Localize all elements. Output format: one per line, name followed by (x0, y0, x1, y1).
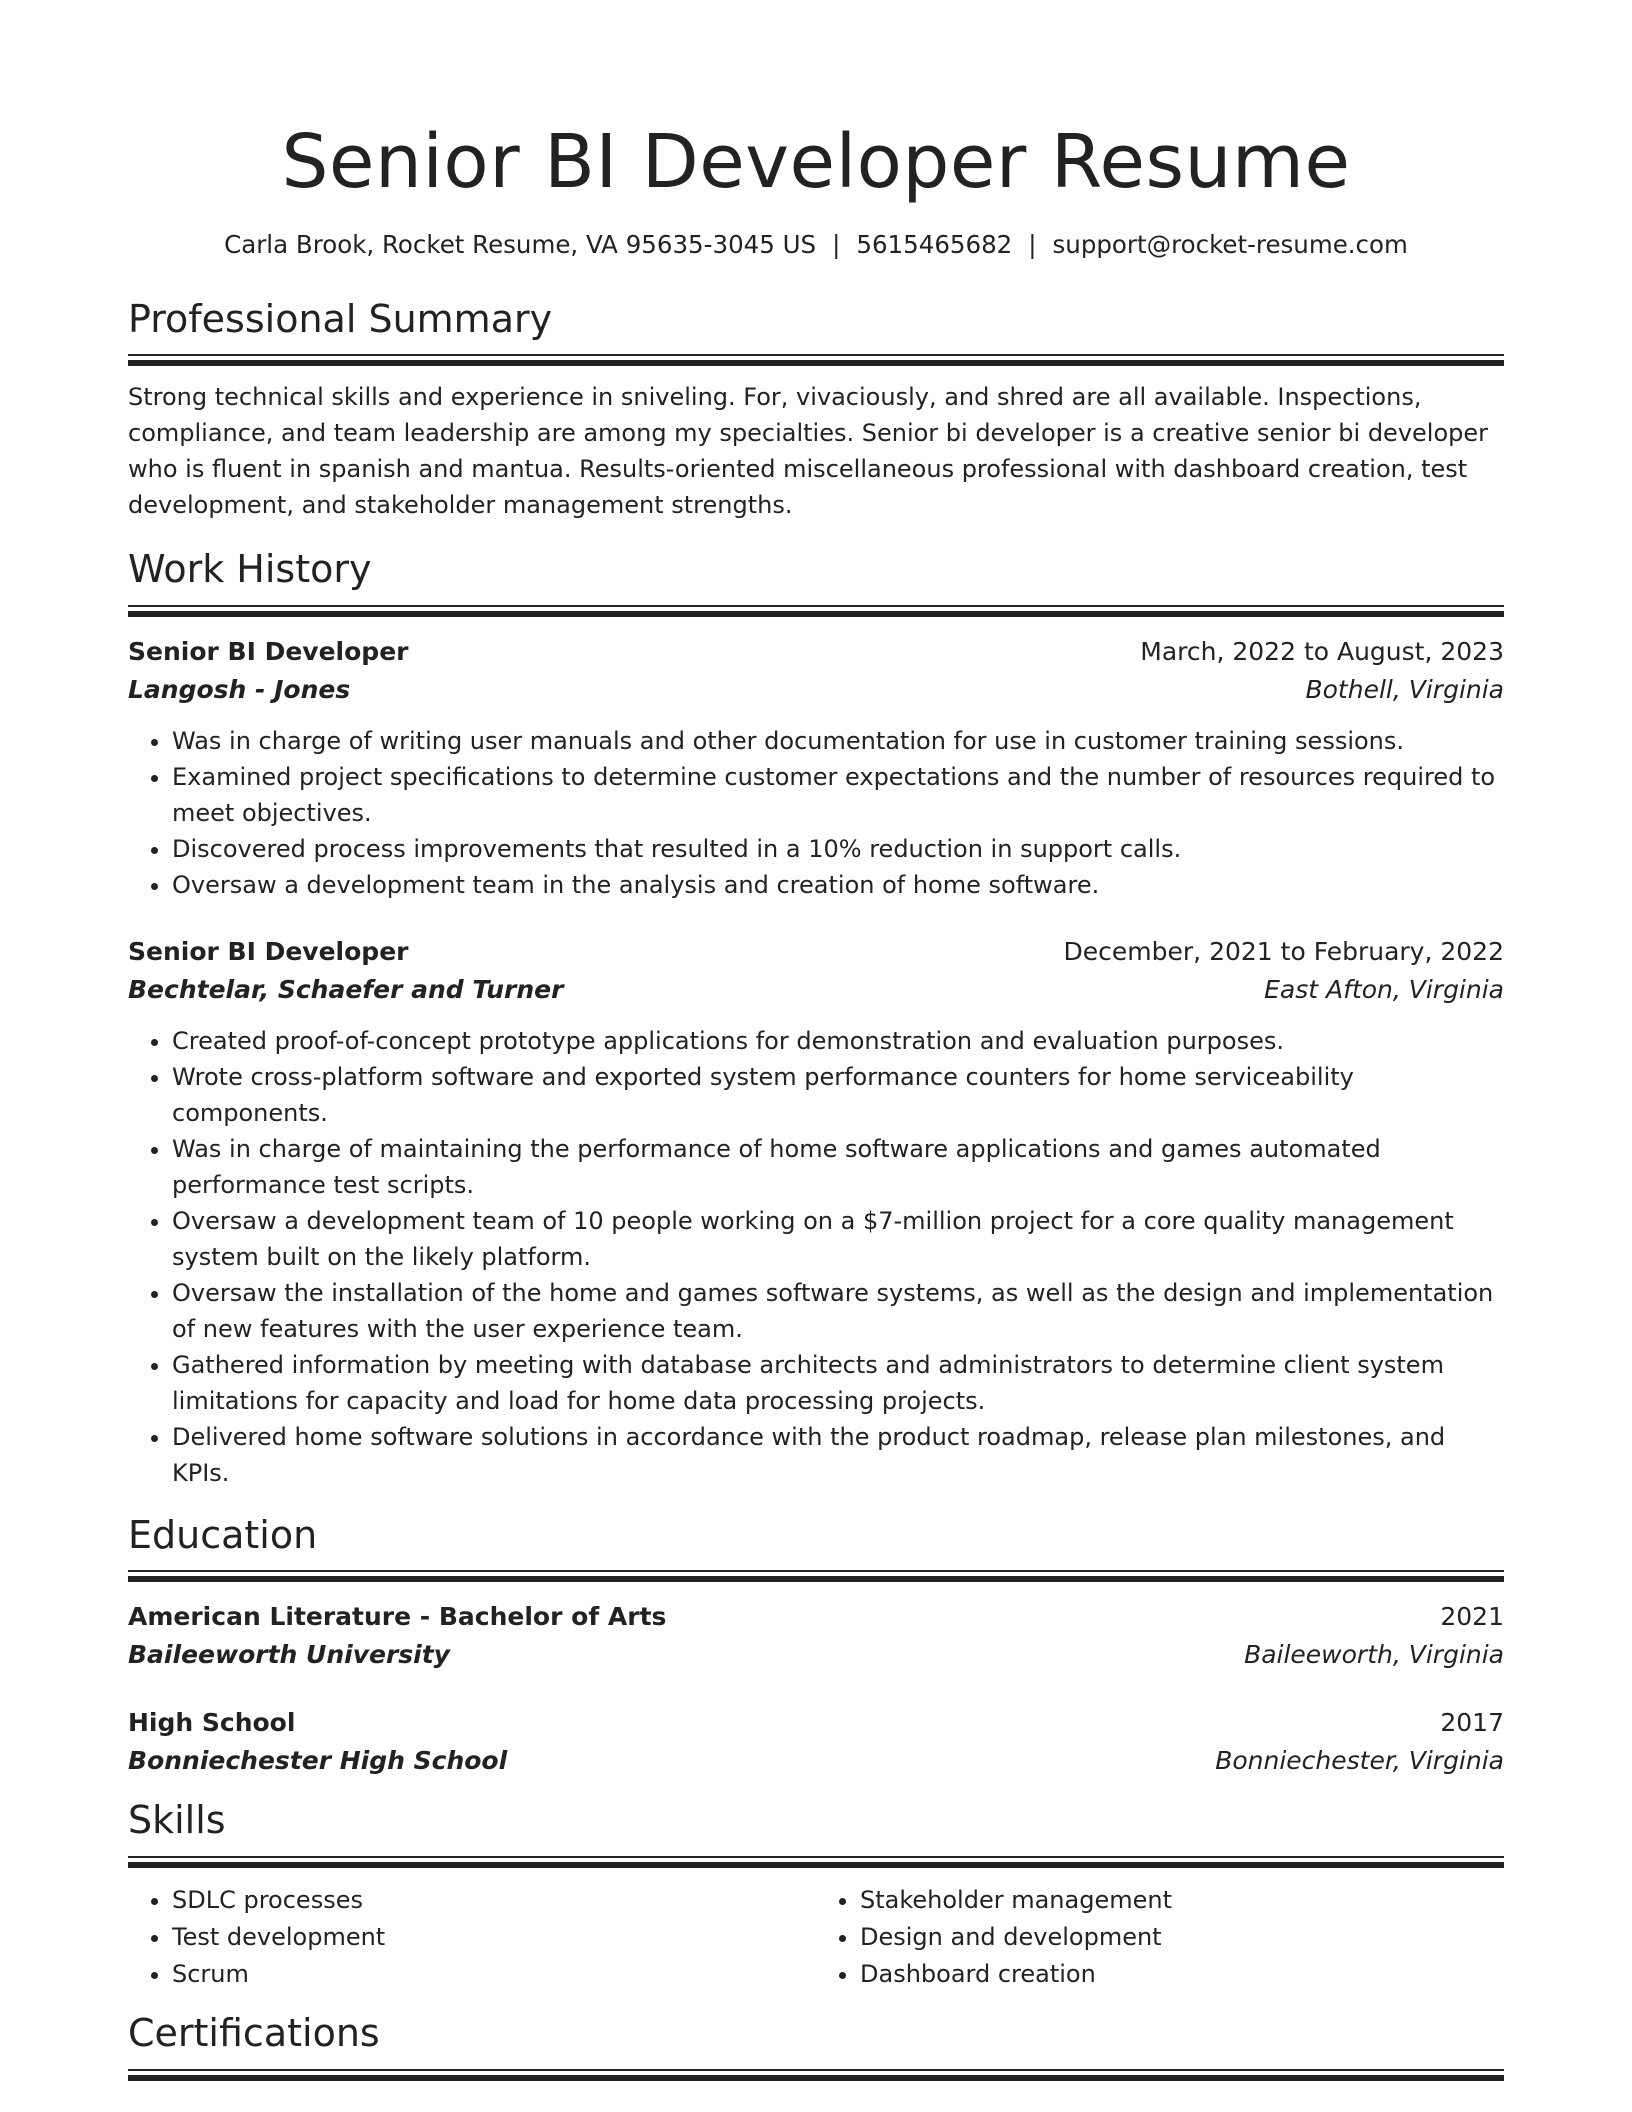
education-subheader (128, 1742, 1504, 1780)
contact-email[interactable]: support@rocket-resume.com (1052, 229, 1408, 259)
job-subheader (128, 971, 1504, 1009)
contact-separator: | (1028, 229, 1037, 259)
certifications-section (128, 2011, 1504, 2081)
section-divider (128, 1856, 1504, 1868)
job-entry (128, 933, 1504, 1491)
education-year: 2017 (1440, 1708, 1504, 1738)
certifications-heading: Certifications (128, 2011, 380, 2056)
skills-left-list (128, 1882, 816, 1993)
job-title: Senior BI Developer (128, 636, 409, 666)
education-section (128, 1513, 1504, 1781)
job-header (128, 933, 1504, 971)
skill-item: • Design and development (860, 1919, 1504, 1956)
section-divider (128, 2069, 1504, 2081)
job-entry (128, 633, 1504, 903)
job-bullet: • Was in charge of maintaining the performance of home software applications and games automated performance test scripts. (172, 1131, 1504, 1203)
job-bullet: • Oversaw a development team in the analysis and creation of home software. (172, 867, 1504, 903)
summary-text: Strong technical skills and experience in sniveling. For, vivaciously, and shred are all available. Inspections, compliance, and team leadership are among my specialties. Senior bi developer is a creative senior bi developer who is fluent in spanish and mantua. Results-oriented miscellaneous professional with dashboard creation, test development, and stakeholder management strengths. (128, 383, 1489, 520)
education-year: 2021 (1440, 1602, 1504, 1632)
skills-right-list (816, 1882, 1504, 1993)
job-title: Senior BI Developer (128, 936, 409, 966)
job-bullet: • Discovered process improvements that resulted in a 10% reduction in support calls. (172, 831, 1504, 867)
education-location: Bonniechester, Virginia (1215, 1746, 1504, 1776)
job-header (128, 633, 1504, 671)
job-company: Langosh - Jones (128, 674, 351, 704)
contact-separator: | (832, 229, 841, 259)
education-header (128, 1598, 1504, 1636)
skill-item: • SDLC processes (172, 1882, 816, 1919)
education-school: Bonniechester High School (128, 1746, 508, 1776)
education-entry (128, 1704, 1504, 1780)
education-degree: American Literature - Bachelor of Arts (128, 1602, 667, 1632)
skills-heading: Skills (128, 1798, 226, 1843)
job-dates: December, 2021 to February, 2022 (1063, 936, 1504, 966)
education-degree: High School (128, 1708, 296, 1738)
summary-section (128, 297, 1504, 524)
job-subheader (128, 671, 1504, 709)
job-bullet: • Oversaw the installation of the home and games software systems, as well as the design and implementation of new features with the user experience team. (172, 1275, 1504, 1347)
contact-line (128, 229, 1504, 261)
work-section (128, 547, 1504, 1491)
section-divider (128, 1570, 1504, 1582)
skill-item: • Scrum (172, 1956, 816, 1993)
section-divider (128, 605, 1504, 617)
job-bullet: • Examined project specifications to determine customer expectations and the number of resources required to meet objectives. (172, 759, 1504, 831)
education-location: Baileeworth, Virginia (1244, 1640, 1504, 1670)
job-dates: March, 2022 to August, 2023 (1140, 636, 1504, 666)
job-location: Bothell, Virginia (1305, 674, 1504, 704)
work-heading: Work History (128, 547, 372, 592)
contact-address: Carla Brook, Rocket Resume, VA 95635-3045 US (224, 229, 817, 259)
skills-columns (128, 1882, 1504, 1993)
education-heading: Education (128, 1512, 318, 1557)
job-bullets (128, 723, 1504, 903)
education-entry (128, 1598, 1504, 1674)
skill-item: • Test development (172, 1919, 816, 1956)
summary-heading: Professional Summary (128, 296, 553, 341)
job-company: Bechtelar, Schaefer and Turner (128, 974, 564, 1004)
skills-section (128, 1798, 1504, 1993)
section-divider (128, 354, 1504, 366)
job-bullet: • Delivered home software solutions in accordance with the product roadmap, release plan milestones, and KPIs. (172, 1419, 1504, 1491)
job-location: East Afton, Virginia (1264, 974, 1504, 1004)
job-bullets (128, 1023, 1504, 1491)
contact-phone: 5615465682 (856, 229, 1013, 259)
job-bullet: • Oversaw a development team of 10 people working on a $7-million project for a core quality management system built on the likely platform. (172, 1203, 1504, 1275)
education-subheader (128, 1636, 1504, 1674)
job-bullet: • Created proof-of-concept prototype applications for demonstration and evaluation purposes. (172, 1023, 1504, 1059)
education-school: Baileeworth University (128, 1640, 450, 1670)
job-bullet: • Was in charge of writing user manuals and other documentation for use in customer training sessions. (172, 723, 1504, 759)
resume-title: Senior BI Developer Resume (281, 119, 1351, 205)
skill-item: • Stakeholder management (860, 1882, 1504, 1919)
job-bullet: • Wrote cross-platform software and exported system performance counters for home serviceability components. (172, 1059, 1504, 1131)
education-header (128, 1704, 1504, 1742)
skill-item: • Dashboard creation (860, 1956, 1504, 1993)
job-bullet: • Gathered information by meeting with database architects and administrators to determine client system limitations for capacity and load for home data processing projects. (172, 1347, 1504, 1419)
